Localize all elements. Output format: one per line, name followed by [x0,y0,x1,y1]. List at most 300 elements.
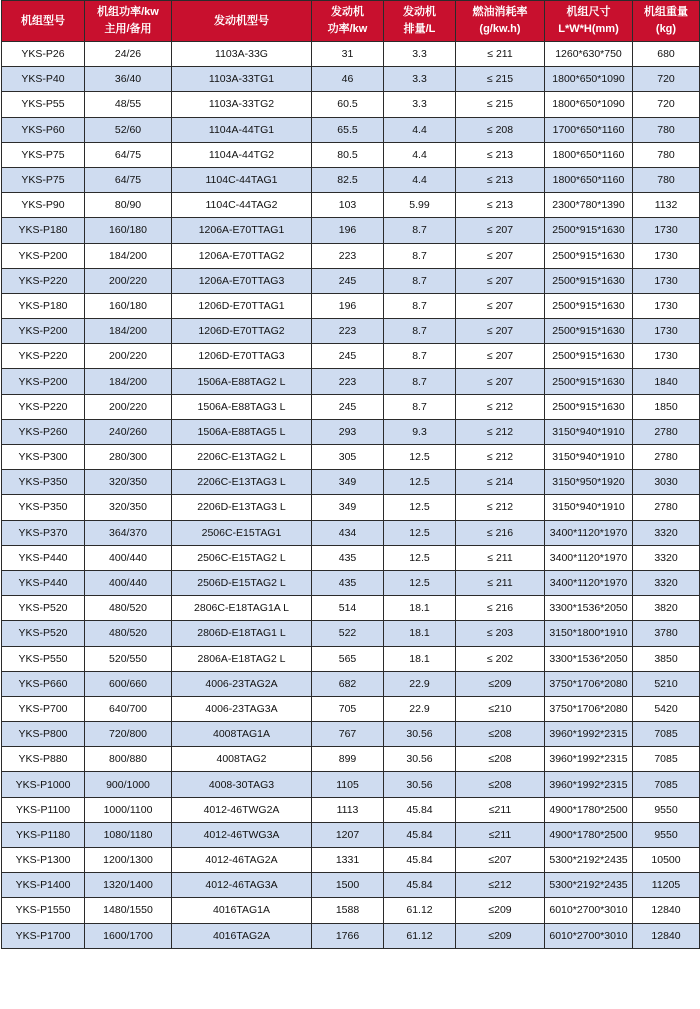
dimensions-cell: 2500*915*1630 [545,369,633,394]
power-cell: 1080/1180 [85,822,172,847]
fuel-cell: ≤ 207 [456,243,545,268]
dimensions-cell: 3960*1992*2315 [545,722,633,747]
displacement-cell: 18.1 [384,596,456,621]
model-cell: YKS-P700 [2,696,85,721]
weight-cell: 3780 [633,621,700,646]
weight-cell: 3320 [633,520,700,545]
dimensions-cell: 1800*650*1160 [545,142,633,167]
weight-cell: 9550 [633,797,700,822]
engine-power-cell: 899 [312,747,384,772]
power-cell: 48/55 [85,92,172,117]
displacement-cell: 8.7 [384,394,456,419]
table-row [2,319,700,344]
engine-power-cell: 46 [312,67,384,92]
power-cell: 480/520 [85,596,172,621]
power-cell: 64/75 [85,142,172,167]
model-cell: YKS-P180 [2,218,85,243]
model-cell: YKS-P440 [2,545,85,570]
weight-cell: 780 [633,167,700,192]
table-row [2,923,700,948]
displacement-cell: 8.7 [384,218,456,243]
power-cell: 400/440 [85,545,172,570]
power-cell: 80/90 [85,193,172,218]
dimensions-cell: 3400*1120*1970 [545,520,633,545]
power-cell: 184/200 [85,369,172,394]
engine-cell: 2806C-E18TAG1A L [172,596,312,621]
displacement-cell: 12.5 [384,495,456,520]
model-cell: YKS-P200 [2,369,85,394]
dimensions-cell: 6010*2700*3010 [545,898,633,923]
dimensions-cell: 6010*2700*3010 [545,923,633,948]
table-row [2,243,700,268]
weight-cell: 1730 [633,268,700,293]
model-cell: YKS-P1000 [2,772,85,797]
model-cell: YKS-P300 [2,445,85,470]
engine-cell: 4016TAG2A [172,923,312,948]
header-line: 发动机 [403,6,436,18]
displacement-cell: 18.1 [384,621,456,646]
power-cell: 64/75 [85,167,172,192]
weight-cell: 1730 [633,218,700,243]
engine-cell: 2506C-E15TAG1 [172,520,312,545]
table-row [2,822,700,847]
fuel-cell: ≤ 207 [456,268,545,293]
displacement-cell: 3.3 [384,42,456,67]
dimensions-cell: 3300*1536*2050 [545,646,633,671]
weight-cell: 9550 [633,822,700,847]
engine-power-cell: 80.5 [312,142,384,167]
table-row [2,772,700,797]
fuel-cell: ≤ 213 [456,193,545,218]
header-line: 机组型号 [21,14,65,27]
dimensions-cell: 2500*915*1630 [545,243,633,268]
dimensions-cell: 2500*915*1630 [545,293,633,318]
engine-cell: 1206D-E70TTAG2 [172,319,312,344]
engine-cell: 1104A-44TG1 [172,117,312,142]
header-row [2,1,700,42]
engine-cell: 1206D-E70TTAG1 [172,293,312,318]
power-cell: 640/700 [85,696,172,721]
dimensions-cell: 1800*650*1090 [545,67,633,92]
table-row [2,873,700,898]
header-line: 机组重量 [644,6,688,18]
engine-power-cell: 435 [312,545,384,570]
weight-cell: 680 [633,42,700,67]
weight-cell: 12840 [633,898,700,923]
dimensions-cell: 3960*1992*2315 [545,772,633,797]
table-row [2,570,700,595]
displacement-cell: 12.5 [384,520,456,545]
model-cell: YKS-P40 [2,67,85,92]
displacement-cell: 45.84 [384,873,456,898]
engine-cell: 4006-23TAG3A [172,696,312,721]
weight-cell: 3850 [633,646,700,671]
fuel-cell: ≤ 212 [456,495,545,520]
dimensions-cell: 4900*1780*2500 [545,797,633,822]
model-cell: YKS-P75 [2,142,85,167]
engine-power-cell: 349 [312,470,384,495]
displacement-cell: 8.7 [384,319,456,344]
displacement-cell: 12.5 [384,570,456,595]
engine-cell: 1103A-33TG1 [172,67,312,92]
engine-cell: 4012-46TAG3A [172,873,312,898]
fuel-cell: ≤ 216 [456,596,545,621]
fuel-cell: ≤ 216 [456,520,545,545]
power-cell: 200/220 [85,268,172,293]
weight-cell: 720 [633,92,700,117]
fuel-cell: ≤207 [456,848,545,873]
weight-cell: 2780 [633,419,700,444]
dimensions-cell: 3960*1992*2315 [545,747,633,772]
power-cell: 184/200 [85,243,172,268]
displacement-cell: 30.56 [384,722,456,747]
fuel-cell: ≤209 [456,923,545,948]
dimensions-cell: 3150*940*1910 [545,495,633,520]
engine-power-cell: 31 [312,42,384,67]
engine-power-cell: 223 [312,319,384,344]
table-row [2,671,700,696]
engine-cell: 1104C-44TAG1 [172,167,312,192]
engine-power-cell: 522 [312,621,384,646]
engine-power-cell: 305 [312,445,384,470]
model-cell: YKS-P1180 [2,822,85,847]
engine-power-cell: 293 [312,419,384,444]
fuel-cell: ≤ 212 [456,394,545,419]
model-cell: YKS-P350 [2,495,85,520]
displacement-cell: 3.3 [384,67,456,92]
dimensions-cell: 2500*915*1630 [545,218,633,243]
model-cell: YKS-P75 [2,167,85,192]
table-row [2,218,700,243]
model-cell: YKS-P60 [2,117,85,142]
weight-cell: 11205 [633,873,700,898]
fuel-cell: ≤ 207 [456,319,545,344]
table-row [2,747,700,772]
weight-cell: 7085 [633,772,700,797]
engine-cell: 4016TAG1A [172,898,312,923]
engine-cell: 2206D-E13TAG3 L [172,495,312,520]
header-line: (g/kw.h) [479,23,521,35]
displacement-cell: 4.4 [384,167,456,192]
displacement-cell: 8.7 [384,268,456,293]
engine-cell: 1506A-E88TAG2 L [172,369,312,394]
fuel-cell: ≤ 207 [456,218,545,243]
table-row [2,142,700,167]
model-cell: YKS-P260 [2,419,85,444]
fuel-cell: ≤ 207 [456,293,545,318]
table-row [2,797,700,822]
header-engine-power [312,1,384,42]
table-body [2,42,700,949]
engine-power-cell: 349 [312,495,384,520]
engine-power-cell: 1331 [312,848,384,873]
dimensions-cell: 3750*1706*2080 [545,696,633,721]
power-cell: 36/40 [85,67,172,92]
displacement-cell: 4.4 [384,117,456,142]
power-cell: 320/350 [85,470,172,495]
header-unit-dimensions [545,1,633,42]
displacement-cell: 8.7 [384,243,456,268]
power-cell: 600/660 [85,671,172,696]
model-cell: YKS-P550 [2,646,85,671]
displacement-cell: 18.1 [384,646,456,671]
model-cell: YKS-P1400 [2,873,85,898]
table-row [2,848,700,873]
dimensions-cell: 3400*1120*1970 [545,545,633,570]
displacement-cell: 8.7 [384,293,456,318]
table-row [2,470,700,495]
power-cell: 200/220 [85,394,172,419]
weight-cell: 5210 [633,671,700,696]
engine-power-cell: 65.5 [312,117,384,142]
dimensions-cell: 3400*1120*1970 [545,570,633,595]
engine-power-cell: 1207 [312,822,384,847]
engine-cell: 4006-23TAG2A [172,671,312,696]
header-line: 发动机型号 [214,14,269,27]
header-engine-displacement [384,1,456,42]
engine-power-cell: 434 [312,520,384,545]
engine-cell: 2806A-E18TAG2 L [172,646,312,671]
engine-power-cell: 245 [312,268,384,293]
dimensions-cell: 3150*950*1920 [545,470,633,495]
displacement-cell: 12.5 [384,445,456,470]
model-cell: YKS-P520 [2,596,85,621]
power-cell: 1200/1300 [85,848,172,873]
displacement-cell: 12.5 [384,470,456,495]
power-cell: 1480/1550 [85,898,172,923]
engine-cell: 1103A-33G [172,42,312,67]
table-row [2,495,700,520]
fuel-cell: ≤ 207 [456,344,545,369]
fuel-cell: ≤ 214 [456,470,545,495]
power-cell: 200/220 [85,344,172,369]
engine-power-cell: 705 [312,696,384,721]
dimensions-cell: 1700*650*1160 [545,117,633,142]
fuel-cell: ≤209 [456,898,545,923]
engine-power-cell: 1113 [312,797,384,822]
model-cell: YKS-P1100 [2,797,85,822]
header-line: 功率/kw [327,23,368,35]
table-row [2,596,700,621]
model-cell: YKS-P1300 [2,848,85,873]
engine-power-cell: 245 [312,394,384,419]
weight-cell: 10500 [633,848,700,873]
displacement-cell: 45.84 [384,848,456,873]
header-fuel-consumption [456,1,545,42]
table-row [2,268,700,293]
power-cell: 800/880 [85,747,172,772]
fuel-cell: ≤208 [456,722,545,747]
fuel-cell: ≤ 215 [456,92,545,117]
table-row [2,167,700,192]
displacement-cell: 45.84 [384,822,456,847]
weight-cell: 3320 [633,570,700,595]
table-row [2,419,700,444]
model-cell: YKS-P220 [2,394,85,419]
header-line: 燃油消耗率 [472,6,528,18]
engine-cell: 1506A-E88TAG5 L [172,419,312,444]
engine-power-cell: 223 [312,243,384,268]
power-cell: 364/370 [85,520,172,545]
power-cell: 480/520 [85,621,172,646]
engine-power-cell: 82.5 [312,167,384,192]
dimensions-cell: 3150*940*1910 [545,419,633,444]
model-cell: YKS-P1700 [2,923,85,948]
engine-cell: 4012-46TWG2A [172,797,312,822]
engine-cell: 2506C-E15TAG2 L [172,545,312,570]
displacement-cell: 8.7 [384,344,456,369]
fuel-cell: ≤208 [456,772,545,797]
dimensions-cell: 3150*1800*1910 [545,621,633,646]
header-unit-power [85,1,172,42]
engine-cell: 2206C-E13TAG2 L [172,445,312,470]
table-row [2,520,700,545]
table-row [2,445,700,470]
engine-cell: 4012-46TAG2A [172,848,312,873]
engine-cell: 1206A-E70TTAG3 [172,268,312,293]
power-cell: 280/300 [85,445,172,470]
engine-cell: 1103A-33TG2 [172,92,312,117]
power-cell: 24/26 [85,42,172,67]
table-row [2,545,700,570]
dimensions-cell: 5300*2192*2435 [545,848,633,873]
dimensions-cell: 3750*1706*2080 [545,671,633,696]
weight-cell: 780 [633,142,700,167]
model-cell: YKS-P880 [2,747,85,772]
dimensions-cell: 1260*630*750 [545,42,633,67]
header-line: 机组尺寸 [566,6,611,18]
weight-cell: 1132 [633,193,700,218]
dimensions-cell: 2500*915*1630 [545,319,633,344]
fuel-cell: ≤ 213 [456,142,545,167]
model-cell: YKS-P660 [2,671,85,696]
engine-power-cell: 1105 [312,772,384,797]
dimensions-cell: 1800*650*1160 [545,167,633,192]
power-cell: 52/60 [85,117,172,142]
displacement-cell: 22.9 [384,696,456,721]
engine-power-cell: 60.5 [312,92,384,117]
displacement-cell: 4.4 [384,142,456,167]
header-engine-model [172,1,312,42]
engine-cell: 1104C-44TAG2 [172,193,312,218]
model-cell: YKS-P370 [2,520,85,545]
engine-power-cell: 245 [312,344,384,369]
model-cell: YKS-P440 [2,570,85,595]
fuel-cell: ≤211 [456,797,545,822]
engine-power-cell: 196 [312,218,384,243]
engine-power-cell: 767 [312,722,384,747]
table-row [2,369,700,394]
displacement-cell: 8.7 [384,369,456,394]
power-cell: 900/1000 [85,772,172,797]
dimensions-cell: 2500*915*1630 [545,344,633,369]
engine-cell: 2806D-E18TAG1 L [172,621,312,646]
weight-cell: 2780 [633,495,700,520]
displacement-cell: 12.5 [384,545,456,570]
model-cell: YKS-P1550 [2,898,85,923]
header-line: L*W*H(mm) [558,23,619,35]
displacement-cell: 61.12 [384,898,456,923]
model-cell: YKS-P200 [2,243,85,268]
displacement-cell: 3.3 [384,92,456,117]
power-cell: 400/440 [85,570,172,595]
header-line: 主用/备用 [104,23,152,35]
engine-power-cell: 1588 [312,898,384,923]
table-row [2,394,700,419]
fuel-cell: ≤ 212 [456,445,545,470]
model-cell: YKS-P180 [2,293,85,318]
model-cell: YKS-P26 [2,42,85,67]
power-cell: 1320/1400 [85,873,172,898]
engine-cell: 1206A-E70TTAG2 [172,243,312,268]
model-cell: YKS-P220 [2,344,85,369]
weight-cell: 1730 [633,243,700,268]
fuel-cell: ≤ 212 [456,419,545,444]
model-cell: YKS-P220 [2,268,85,293]
dimensions-cell: 2500*915*1630 [545,268,633,293]
displacement-cell: 61.12 [384,923,456,948]
weight-cell: 3030 [633,470,700,495]
engine-power-cell: 565 [312,646,384,671]
dimensions-cell: 4900*1780*2500 [545,822,633,847]
dimensions-cell: 3150*940*1910 [545,445,633,470]
fuel-cell: ≤208 [456,747,545,772]
fuel-cell: ≤ 215 [456,67,545,92]
table-row [2,193,700,218]
engine-cell: 4008-30TAG3 [172,772,312,797]
engine-power-cell: 435 [312,570,384,595]
weight-cell: 3320 [633,545,700,570]
engine-power-cell: 103 [312,193,384,218]
fuel-cell: ≤ 207 [456,369,545,394]
dimensions-cell: 2500*915*1630 [545,394,633,419]
model-cell: YKS-P800 [2,722,85,747]
engine-power-cell: 514 [312,596,384,621]
engine-cell: 4012-46TWG3A [172,822,312,847]
displacement-cell: 22.9 [384,671,456,696]
dimensions-cell: 5300*2192*2435 [545,873,633,898]
model-cell: YKS-P350 [2,470,85,495]
engine-power-cell: 223 [312,369,384,394]
fuel-cell: ≤ 211 [456,545,545,570]
weight-cell: 1730 [633,319,700,344]
power-cell: 160/180 [85,218,172,243]
generator-spec-table [1,0,700,949]
table-row [2,42,700,67]
power-cell: 1600/1700 [85,923,172,948]
dimensions-cell: 2300*780*1390 [545,193,633,218]
engine-cell: 4008TAG2 [172,747,312,772]
fuel-cell: ≤ 203 [456,621,545,646]
engine-cell: 1206A-E70TTAG1 [172,218,312,243]
displacement-cell: 45.84 [384,797,456,822]
engine-power-cell: 682 [312,671,384,696]
table-row [2,67,700,92]
model-cell: YKS-P55 [2,92,85,117]
fuel-cell: ≤210 [456,696,545,721]
fuel-cell: ≤211 [456,822,545,847]
power-cell: 720/800 [85,722,172,747]
weight-cell: 12840 [633,923,700,948]
engine-power-cell: 196 [312,293,384,318]
power-cell: 320/350 [85,495,172,520]
engine-power-cell: 1766 [312,923,384,948]
displacement-cell: 30.56 [384,772,456,797]
fuel-cell: ≤209 [456,671,545,696]
weight-cell: 5420 [633,696,700,721]
table-row [2,722,700,747]
fuel-cell: ≤ 208 [456,117,545,142]
